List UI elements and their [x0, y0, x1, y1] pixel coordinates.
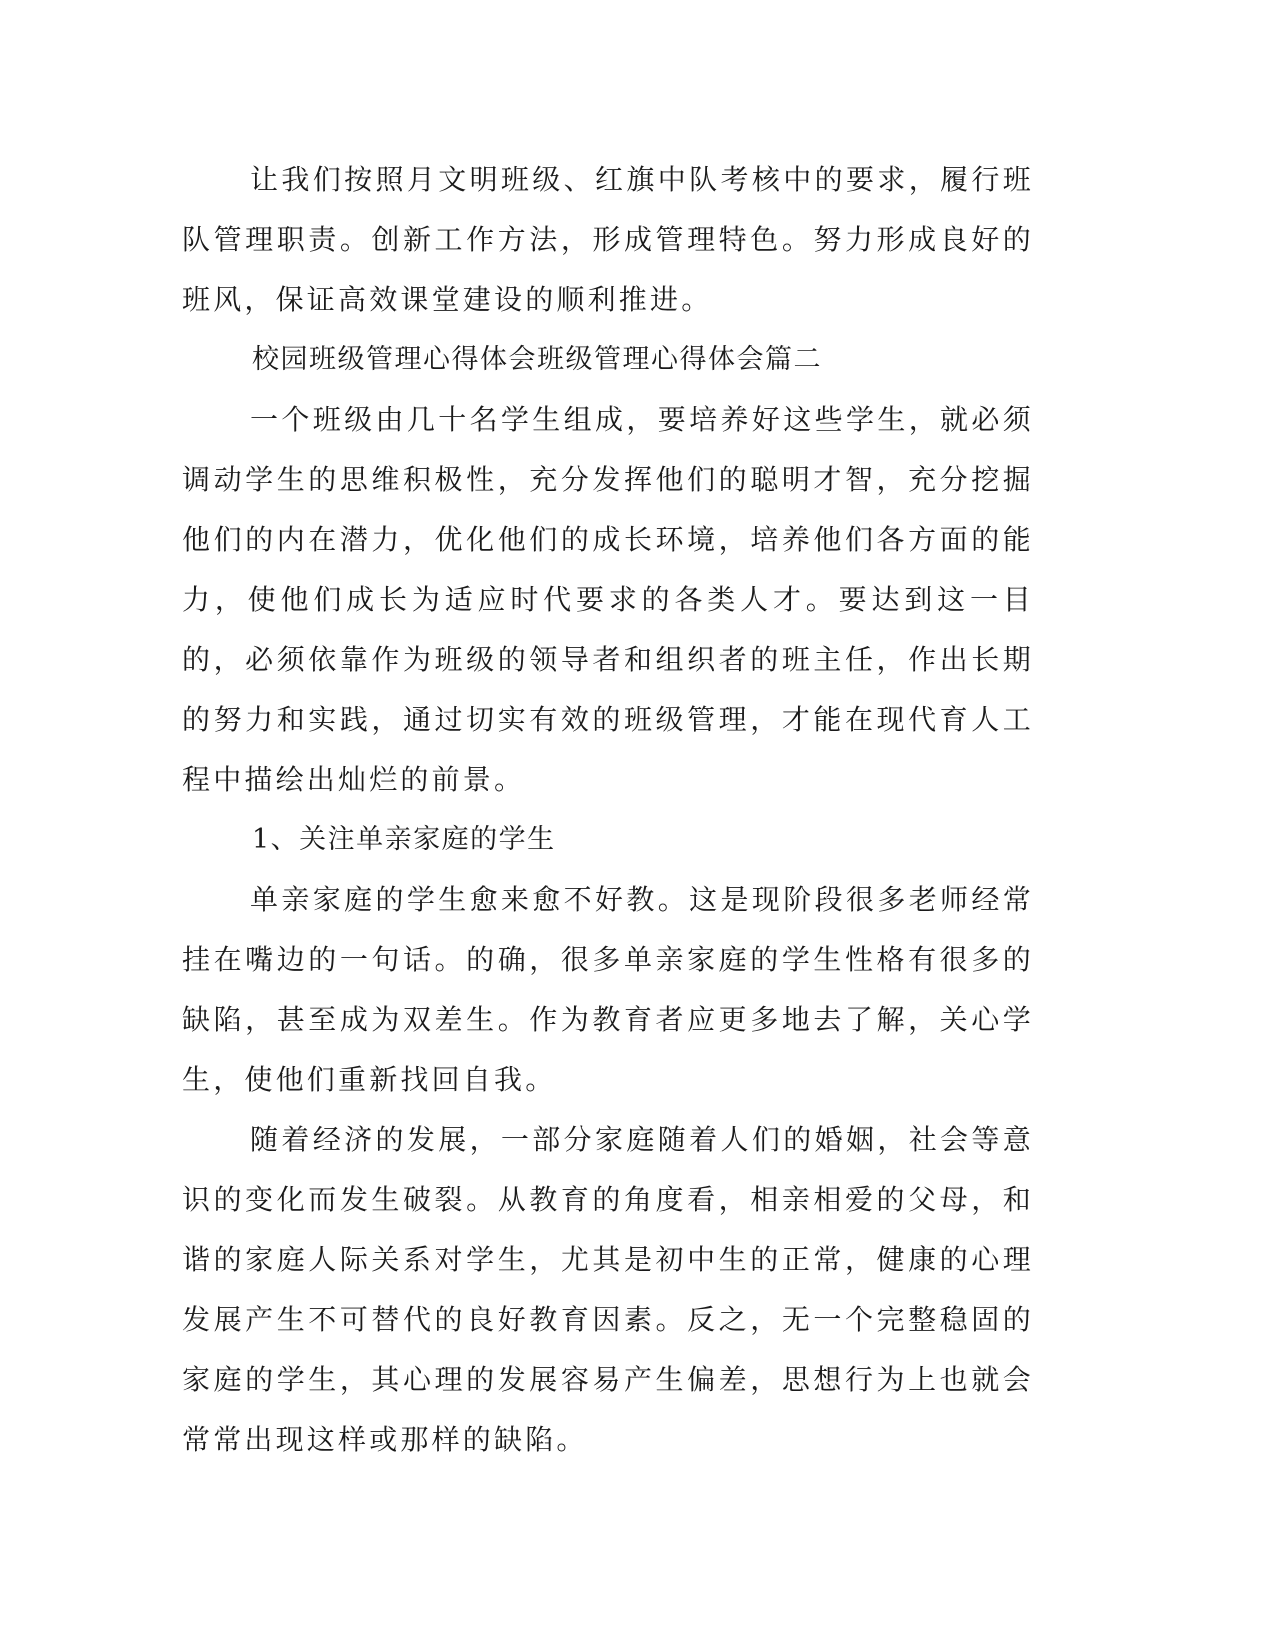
document-page: [182, 150, 1034, 1470]
section-heading: 校园班级管理心得体会班级管理心得体会篇二: [252, 344, 822, 375]
body-paragraph: 随着经济的发展，一部分家庭随着人们的婚姻，社会等意识的变化而发生破裂。从教育的角度看，相亲相爱的父母，和谐的家庭人际关系对学生，尤其是初中生的正常，健康的心理发展产生不可替代的良好教育因素。反之，无一个完整稳固的家庭的学生，其心理的发展容易产生偏差，思想行为上也就会常常出现这样或那样的缺陷。: [182, 1123, 1034, 1456]
body-paragraph: 让我们按照月文明班级、红旗中队考核中的要求，履行班队管理职责。创新工作方法，形成管理特色。努力形成良好的班风，保证高效课堂建设的顺利推进。: [182, 163, 1034, 316]
body-paragraph: 单亲家庭的学生愈来愈不好教。这是现阶段很多老师经常挂在嘴边的一句话。的确，很多单亲家庭的学生性格有很多的缺陷，甚至成为双差生。作为教育者应更多地去了解，关心学生，使他们重新找回自我。: [182, 883, 1034, 1096]
subsection-heading: 1、关注单亲家庭的学生: [252, 824, 556, 855]
body-paragraph: 一个班级由几十名学生组成，要培养好这些学生，就必须调动学生的思维积极性，充分发挥他们的聪明才智，充分挖掘他们的内在潜力，优化他们的成长环境，培养他们各方面的能力，使他们成长为适应时代要求的各类人才。要达到这一目的，必须依靠作为班级的领导者和组织者的班主任，作出长期的努力和实践，通过切实有效的班级管理，才能在现代育人工程中描绘出灿烂的前景。: [182, 403, 1034, 796]
